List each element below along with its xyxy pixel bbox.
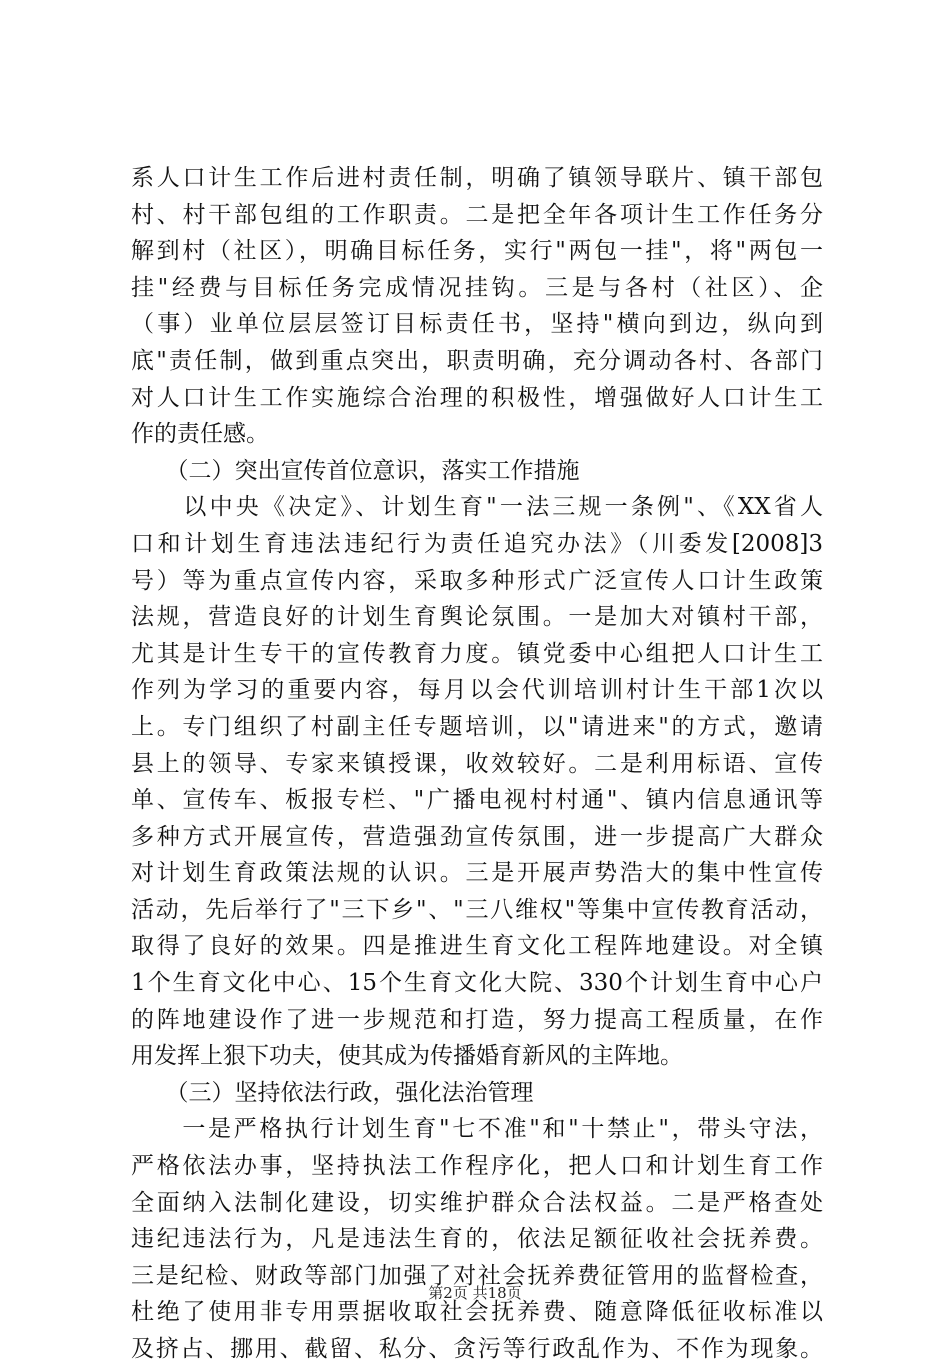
text-line: 村、村干部包组的工作职责。二是把全年各项计生工作任务分 <box>131 201 823 228</box>
text-line: 号）等为重点宣传内容，采取多种形式广泛宣传人口计生政策 <box>131 567 823 594</box>
text-line: 对人口计生工作实施综合治理的积极性，增强做好人口计生工 <box>131 384 823 411</box>
text-line: 以中央《决定》、计划生育"一法三规一条例"、《XX省人 <box>131 494 823 521</box>
text-line: 用发挥上狠下功夫，使其成为传播婚育新风的主阵地。 <box>131 1043 683 1070</box>
text-line: 作列为学习的重要内容，每月以会代训培训村计生干部1次以 <box>131 677 823 704</box>
text-line: 的阵地建设作了进一步规范和打造，努力提高工程质量，在作 <box>131 1006 823 1033</box>
text-line: 口和计划生育违法违纪行为责任追究办法》（川委发[2008]3 <box>131 530 823 557</box>
text-line: 法规，营造良好的计划生育舆论氛围。一是加大对镇村干部， <box>131 604 823 631</box>
text-line: 上。专门组织了村副主任专题培训，以"请进来"的方式，邀请 <box>131 713 823 740</box>
text-line: 三是纪检、财政等部门加强了对社会抚养费征管用的监督检查， <box>131 1262 823 1289</box>
text-line: 作的责任感。 <box>131 421 269 448</box>
text-line: 挂"经费与目标任务完成情况挂钩。三是与各村（社区）、企 <box>131 274 823 301</box>
text-line: 系人口计生工作后进村责任制，明确了镇领导联片、镇干部包 <box>131 165 823 191</box>
text-line: 取得了良好的效果。四是推进生育文化工程阵地建设。对全镇 <box>131 933 823 960</box>
page-number-footer: 第2页 共18页 <box>428 1284 522 1302</box>
text-line: 及挤占、挪用、截留、私分、贪污等行政乱作为、不作为现象。 <box>131 1336 823 1362</box>
text-line: 解到村（社区），明确目标任务，实行"两包一挂"，将"两包一 <box>131 238 823 265</box>
text-line: 尤其是计生专干的宣传教育力度。镇党委中心组把人口计生工 <box>131 640 823 667</box>
text-line: 一是严格执行计划生育"七不准"和"十禁止"，带头守法， <box>131 1116 823 1143</box>
text-line: 多种方式开展宣传，营造强劲宣传氛围，进一步提高广大群众 <box>131 823 823 850</box>
text-line: 严格依法办事，坚持执法工作程序化，把人口和计划生育工作 <box>131 1153 823 1180</box>
text-line: 违纪违法行为，凡是违法生育的，依法足额征收社会抚养费。 <box>131 1226 823 1253</box>
text-line: 1个生育文化中心、15个生育文化大院、330个计划生育中心户 <box>131 970 823 997</box>
text-line: 对计划生育政策法规的认识。三是开展声势浩大的集中性宣传 <box>131 860 823 887</box>
text-line: 底"责任制，做到重点突出，职责明确，充分调动各村、各部门 <box>131 347 823 374</box>
document-body <box>131 160 823 1368</box>
text-line: （事）业单位层层签订目标责任书，坚持"横向到边，纵向到 <box>131 311 823 338</box>
text-line: （二）突出宣传首位意识，落实工作措施 <box>131 457 580 484</box>
text-line: 杜绝了使用非专用票据收取社会抚养费、随意降低征收标准以 <box>131 1299 823 1326</box>
text-line: 全面纳入法制化建设，切实维护群众合法权益。二是严格查处 <box>131 1189 823 1216</box>
text-line: （三）坚持依法行政，强化法治管理 <box>131 1079 534 1106</box>
text-line: 活动，先后举行了"三下乡"、"三八维权"等集中宣传教育活动， <box>131 896 823 923</box>
text-line: 县上的领导、专家来镇授课，收效较好。二是利用标语、宣传 <box>131 750 823 777</box>
text-line: 单、宣传车、板报专栏、"广播电视村村通"、镇内信息通讯等 <box>131 787 823 814</box>
